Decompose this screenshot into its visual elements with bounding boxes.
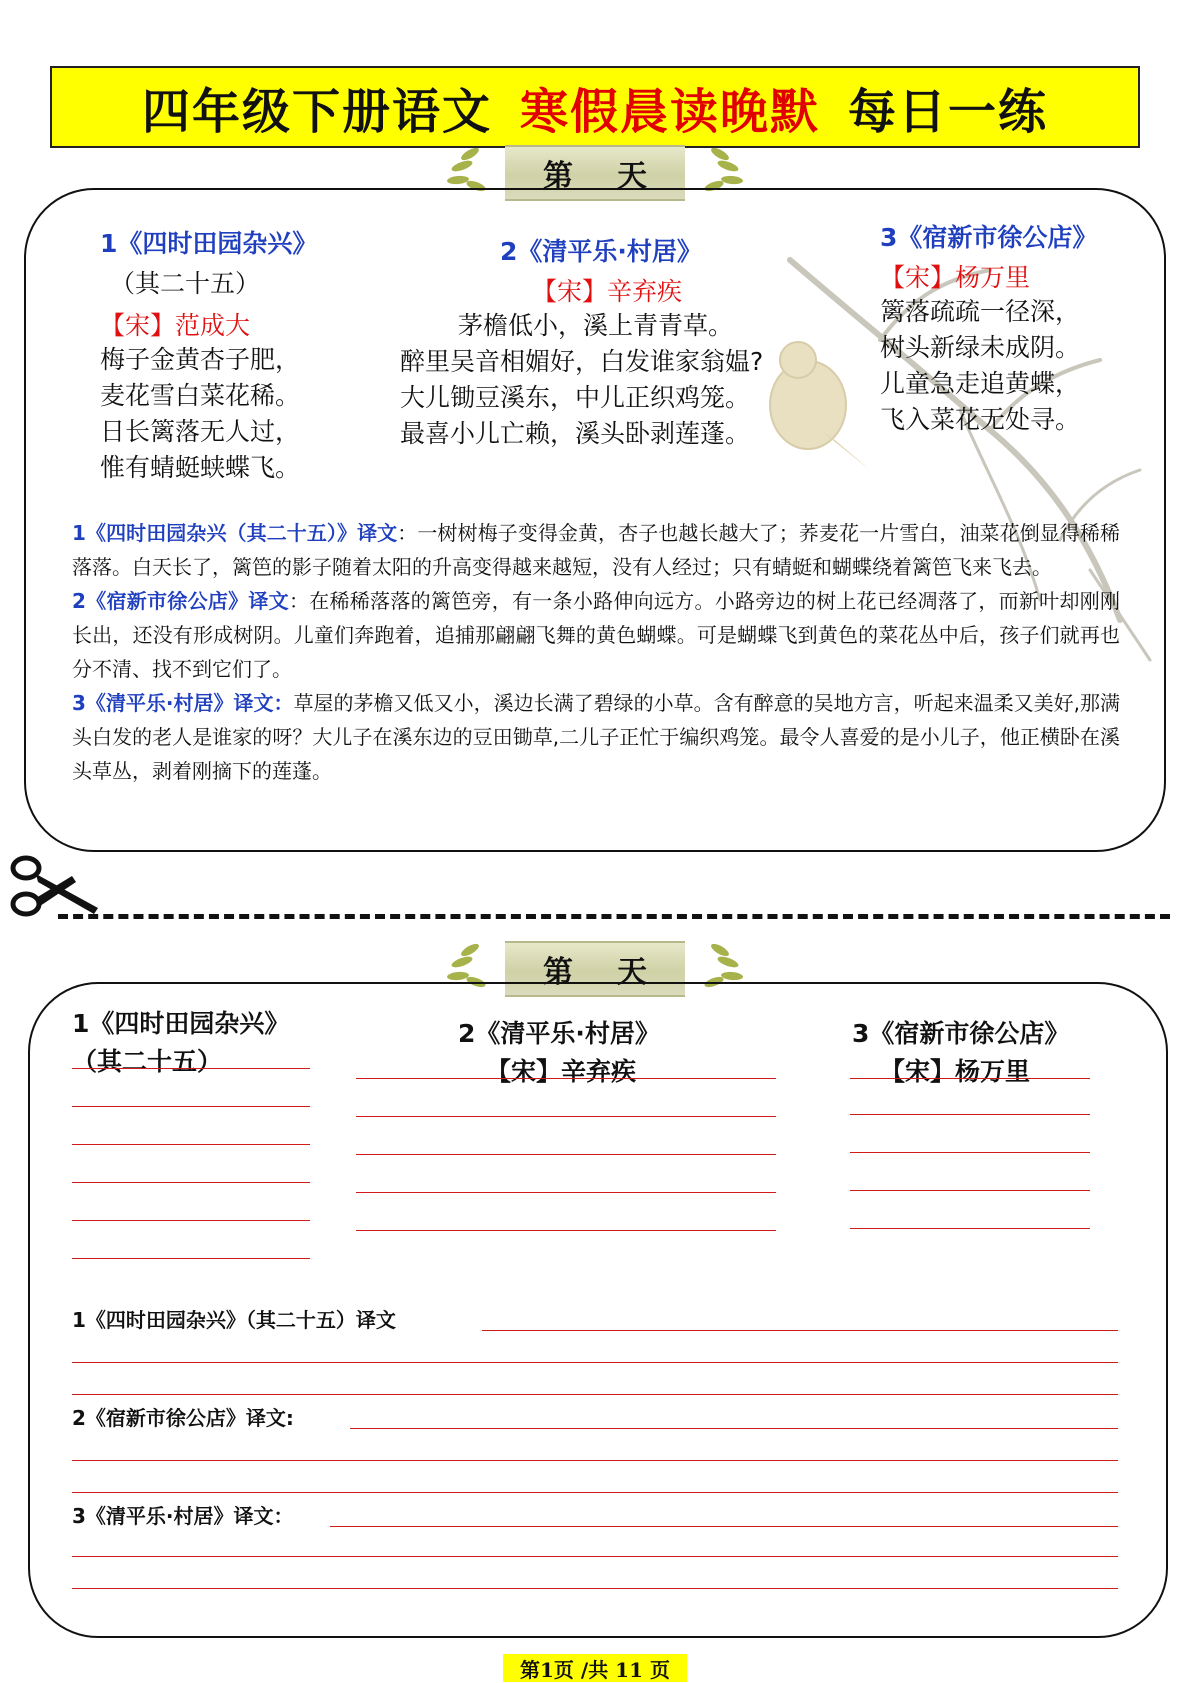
translation-2 — [72, 584, 1120, 686]
translation-3-label: 3《清平乐·村居》译文： — [72, 691, 294, 715]
poem-1-line: 日长篱落无人过， — [100, 417, 301, 446]
poem-3 — [880, 218, 1097, 438]
translations — [72, 516, 1120, 788]
poem-3-line: 儿童急走追黄蝶， — [880, 369, 1081, 398]
translation-3-text: 草屋的茅檐又低又小，溪边长满了碧绿的小草。含有醉意的吴地方言，听起来温柔又美好,那满头白发的老人是谁家的呀？大儿子在溪东边的豆田锄草,二儿子正忙于编织鸡笼。最令人喜爱的是小儿子，他正横卧在溪头草丛，剥着刚摘下的莲蓬。 — [72, 691, 1121, 783]
practice-poem-3-title: 3《宿新市徐公店》 — [852, 1019, 1070, 1048]
write-line[interactable] — [356, 1078, 776, 1079]
poem-1-line: 麦花雪白菜花稀。 — [100, 381, 301, 410]
practice-translation-1-label: 1《四时田园杂兴》（其二十五）译文 — [72, 1308, 396, 1332]
translation-2-sep: ： — [288, 589, 310, 613]
day-label-right: 天 — [617, 955, 647, 990]
poem-1-subtitle: （其二十五） — [110, 269, 261, 298]
write-line[interactable] — [850, 1114, 1090, 1115]
write-line[interactable] — [72, 1556, 1118, 1557]
poem-3-line: 树头新绿未成阴。 — [880, 333, 1081, 362]
practice-translation-3-label: 3《清平乐·村居》译文： — [72, 1504, 294, 1528]
poem-1-title: 1《四时田园杂兴》 — [100, 229, 318, 258]
poem-2-line: 茅檐低小，溪上青青草。 — [458, 311, 734, 340]
write-line[interactable] — [72, 1588, 1118, 1589]
write-line[interactable] — [356, 1116, 776, 1117]
poem-3-author: 【宋】杨万里 — [880, 263, 1031, 292]
write-line[interactable] — [350, 1428, 1118, 1429]
write-line[interactable] — [850, 1228, 1090, 1229]
translation-1-sep: ： — [397, 521, 418, 545]
poem-1 — [100, 224, 317, 486]
page-number: 第1页 /共 11 页 — [503, 1654, 687, 1682]
page-title-banner — [50, 66, 1140, 148]
write-line[interactable] — [356, 1154, 776, 1155]
write-line[interactable] — [72, 1362, 1118, 1363]
poem-2-title: 2《清平乐·村居》 — [500, 237, 702, 266]
practice-translation-2-label: 2《宿新市徐公店》译文: — [72, 1406, 294, 1430]
title-part-2: 寒假晨读晚默 — [519, 83, 820, 140]
practice-poem-1-title: 1《四时田园杂兴》 — [72, 1009, 290, 1038]
cut-line — [58, 914, 1170, 919]
poem-3-line: 篱落疏疏一径深， — [880, 297, 1081, 326]
poem-2-line: 醉里吴音相媚好，白发谁家翁媪? — [400, 347, 764, 376]
practice-poem-2-title: 2《清平乐·村居》 — [458, 1019, 660, 1048]
write-line[interactable] — [72, 1106, 310, 1107]
poem-2-line: 大儿锄豆溪东，中儿正织鸡笼。 — [400, 383, 751, 412]
write-line[interactable] — [72, 1394, 1118, 1395]
write-line[interactable] — [850, 1190, 1090, 1191]
poem-1-author: 【宋】范成大 — [100, 311, 251, 340]
practice-poem-2-author: 【宋】辛弃疾 — [486, 1057, 637, 1086]
day-label-left: 第 — [543, 159, 573, 194]
write-line[interactable] — [72, 1182, 310, 1183]
practice-poem-1-subtitle: （其二十五） — [72, 1047, 223, 1076]
write-line[interactable] — [850, 1078, 1090, 1079]
poem-3-line: 飞入菜花无处寻。 — [880, 405, 1081, 434]
write-line[interactable] — [72, 1144, 310, 1145]
write-line[interactable] — [72, 1460, 1118, 1461]
write-line[interactable] — [850, 1152, 1090, 1153]
title-part-1: 四年级下册语文 — [141, 83, 492, 140]
poem-1-line: 梅子金黄杏子肥， — [100, 345, 301, 374]
write-line[interactable] — [72, 1492, 1118, 1493]
day-label-right: 天 — [617, 159, 647, 194]
write-line[interactable] — [356, 1230, 776, 1231]
poem-3-title: 3《宿新市徐公店》 — [880, 223, 1098, 252]
write-line[interactable] — [72, 1068, 310, 1069]
day-label-left: 第 — [543, 955, 573, 990]
write-line[interactable] — [482, 1330, 1118, 1331]
translation-1-text: 一树树梅子变得金黄，杏子也越长越大了；荞麦花一片雪白，油菜花倒显得稀稀落落。白天长了，篱笆的影子随着太阳的升高变得越来越短，没有人经过；只有蜻蜓和蝴蝶绕着篱笆飞来飞去。 — [72, 521, 1121, 579]
write-line[interactable] — [72, 1220, 310, 1221]
translation-1-label: 1《四时田园杂兴（其二十五）》译文 — [72, 521, 398, 545]
write-line[interactable] — [72, 1258, 310, 1259]
translation-3 — [72, 686, 1120, 788]
write-line[interactable] — [330, 1526, 1118, 1527]
translation-2-text: 在稀稀落落的篱笆旁，有一条小路伸向远方。小路旁边的树上花已经凋落了，而新叶却刚刚长出，还没有形成树阴。儿童们奔跑着，追捕那翩翩飞舞的黄色蝴蝶。可是蝴蝶飞到黄色的菜花丛中后，孩子们就再也分不清、找不到它们了。 — [72, 589, 1120, 681]
poem-2-author: 【宋】辛弃疾 — [532, 277, 683, 306]
translation-2-label: 2《宿新市徐公店》译文 — [72, 589, 289, 613]
translation-1 — [72, 516, 1120, 584]
title-part-3: 每日一练 — [848, 83, 1049, 140]
poem-1-line: 惟有蜻蜓蛱蝶飞。 — [100, 453, 301, 482]
practice-poem-3-author: 【宋】杨万里 — [880, 1057, 1031, 1086]
poem-2-line: 最喜小儿亡赖，溪头卧剥莲蓬。 — [400, 419, 751, 448]
scissors-icon — [2, 848, 102, 924]
poem-2 — [400, 232, 800, 452]
write-line[interactable] — [356, 1192, 776, 1193]
